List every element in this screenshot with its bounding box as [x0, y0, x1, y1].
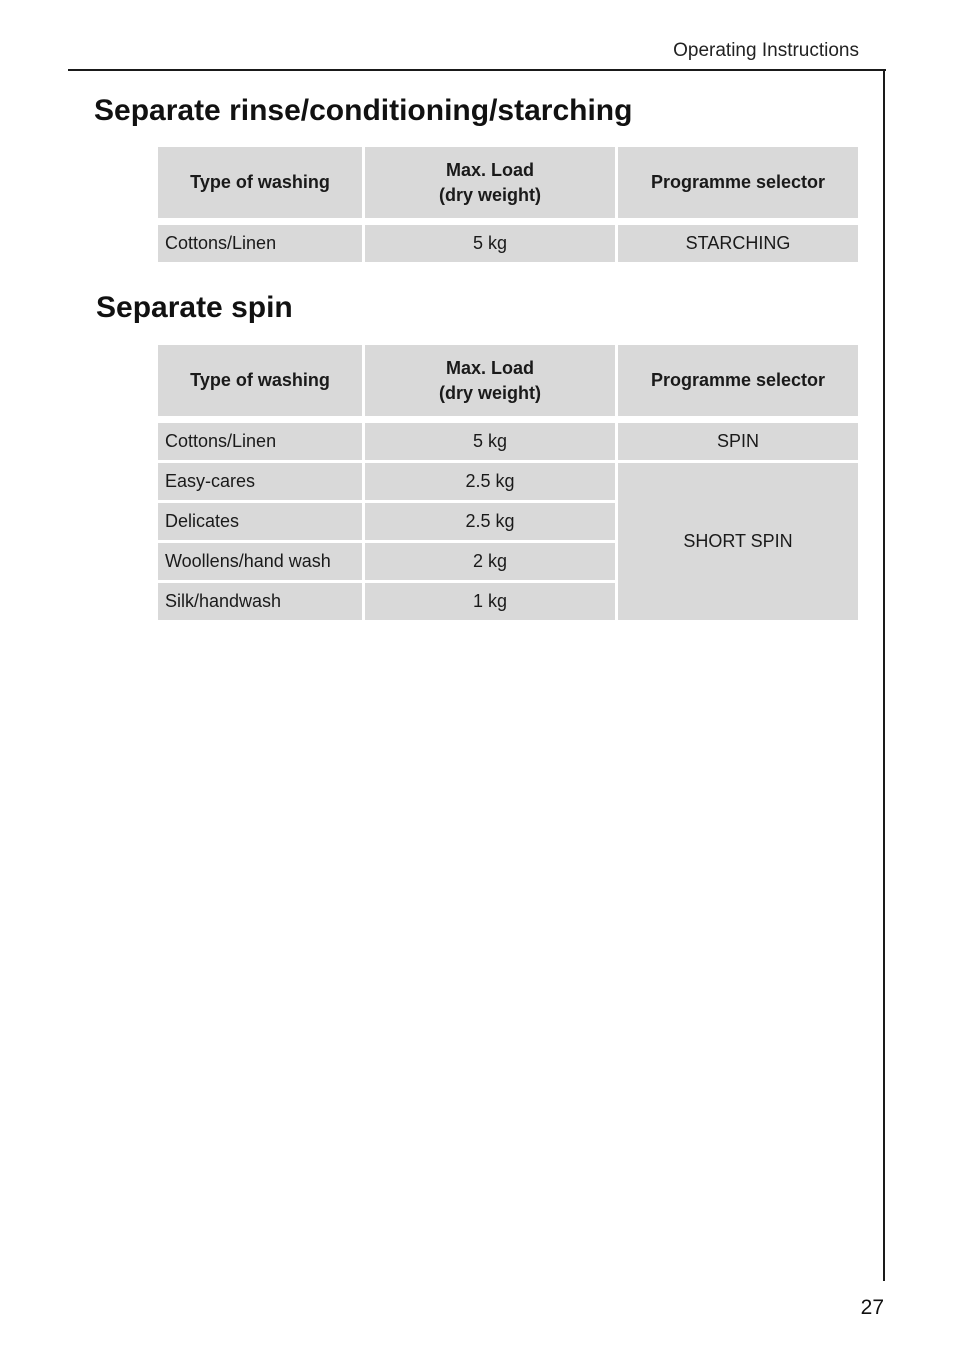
column-header-load — [365, 147, 615, 218]
table-row — [158, 423, 858, 460]
cell-type: Silk/handwash — [158, 583, 362, 620]
column-header-load-line2: (dry weight) — [439, 382, 541, 403]
column-header-load-line1: Max. Load — [445, 159, 534, 180]
table-row — [158, 463, 858, 500]
running-header: Operating Instructions — [673, 40, 859, 61]
cell-load: 2 kg — [365, 543, 615, 580]
rinse-programme-table — [155, 144, 861, 265]
margin-rule — [883, 69, 885, 1281]
cell-type: Cottons/Linen — [158, 225, 362, 262]
cell-load: 5 kg — [365, 423, 615, 460]
cell-selector: STARCHING — [618, 225, 858, 262]
section-title-spin: Separate spin — [96, 291, 293, 324]
cell-selector: SPIN — [618, 423, 858, 460]
table-row — [158, 225, 858, 262]
column-header-load-line1: Max. Load — [445, 357, 534, 378]
cell-selector-merged: SHORT SPIN — [618, 463, 858, 620]
cell-load: 1 kg — [365, 583, 615, 620]
cell-type: Delicates — [158, 503, 362, 540]
column-header-type: Type of washing — [158, 147, 362, 218]
column-header-load — [365, 345, 615, 416]
section-title-rinse: Separate rinse/conditioning/starching — [94, 94, 633, 127]
cell-load: 2.5 kg — [365, 503, 615, 540]
column-header-load-line2: (dry weight) — [439, 184, 541, 205]
page-number: 27 — [860, 1296, 884, 1319]
header-rule — [68, 69, 886, 71]
table-header-row — [158, 147, 858, 218]
table-header-row — [158, 345, 858, 416]
column-header-selector: Programme selector — [618, 345, 858, 416]
cell-load: 5 kg — [365, 225, 615, 262]
cell-load: 2.5 kg — [365, 463, 615, 500]
spin-programme-table — [155, 342, 861, 623]
column-header-type: Type of washing — [158, 345, 362, 416]
column-header-selector: Programme selector — [618, 147, 858, 218]
cell-type: Woollens/hand wash — [158, 543, 362, 580]
cell-type: Easy-cares — [158, 463, 362, 500]
cell-type: Cottons/Linen — [158, 423, 362, 460]
